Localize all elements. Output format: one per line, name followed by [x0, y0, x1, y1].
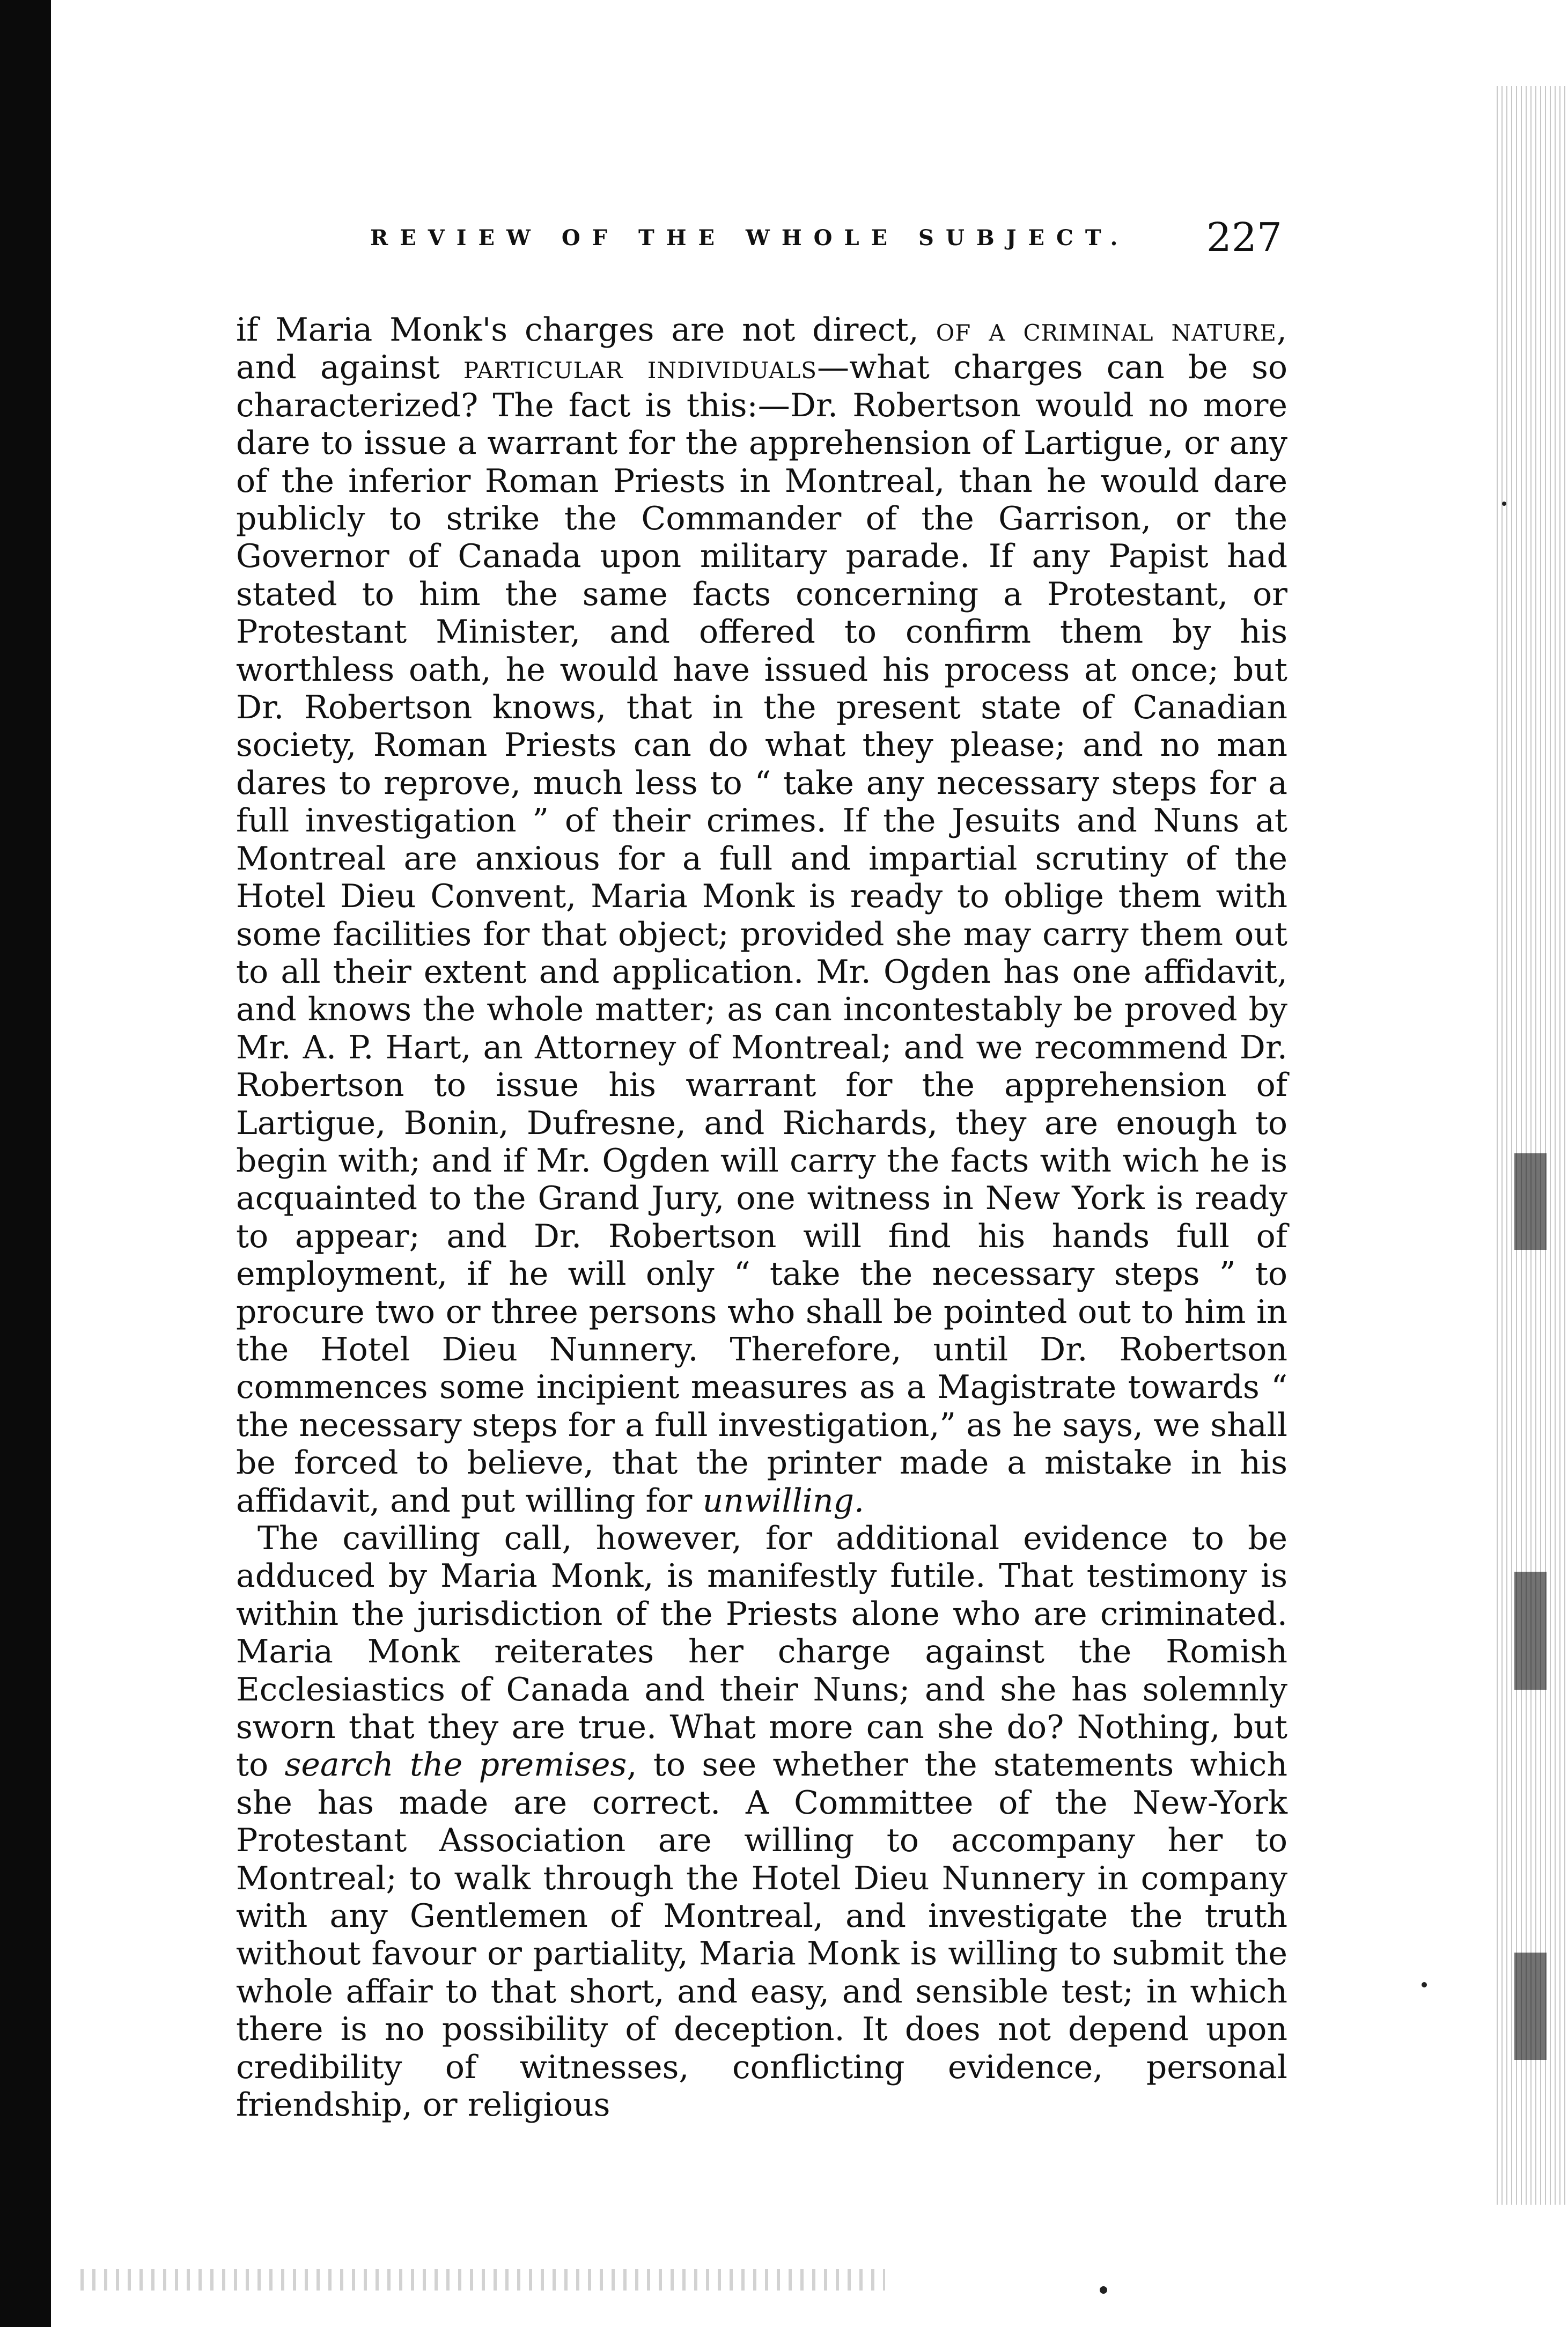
binding-edge [0, 0, 51, 2327]
paragraph-1-text-c: —what charges can be so characterized? The fact is this:—Dr. Robertson would no more dare to issue a warrant for the apprehension of Lartigue, or any of the inferior Roman Priests in Montreal, than he would dare publicly to strike the Commander of the Garrison, or the Governor of Canada upon military parade. If any Papist had stated to him the same facts concerning a Protestant, or Protestant Minister, and offered to confirm them by his worthless oath, he would have issued his process at once; but Dr. Robertson knows, that in the present state of Canadian society, Roman Priests can do what they please; and no man dares to reprove, much less to “ take any necessary steps for a full investigation ” of their crimes. If the Jesuits and Nuns at Montreal are anxious for a full and impartial scrutiny of the Hotel Dieu Convent, Maria Monk is ready to oblige them with some facilities for that object; provided she may carry them out to all their extent and application. Mr. Ogden has one affidavit, and knows the whole matter; as can incontestably be proved by Mr. A. P. Hart, an Attorney of Montreal; and we recommend Dr. Robertson to issue his warrant for the apprehension of Lartigue, Bonin, Dufresne, and Richards, they are enough to begin with; and if Mr. Ogden will carry the facts with wich he is acquainted to the Grand Jury, one witness in New York is ready to appear; and Dr. Robertson will find his hands full of employment, if he will only “ take the necessary steps ” to procure two or three persons who shall be pointed out to him in the Hotel Dieu Nunnery. Therefore, until Dr. Robertson commences some incipient measures as a Magistrate towards “ the necessary steps for a full investigation,” as he says, we shall be forced to believe, that the printer made a mistake in his affidavit, and put willing for [236, 349, 1287, 1520]
binding-gap [51, 0, 61, 2327]
page-edge-artifact [1493, 86, 1568, 2205]
page-edge-dark-band-1 [1514, 1153, 1547, 1250]
paragraph-1-text-b: and against [236, 349, 463, 387]
running-head: REVIEW OF THE WHOLE SUBJECT. [370, 225, 1130, 251]
paragraph-2-text-b: , to see whether the statements which she has made are correct. A Committee of the New-York Protestant Association are willing to accompany her to Montreal; to walk through the Hotel Dieu Nunnery in company with any Gentlemen of Montreal, and investigate the truth without favour or partiality, Maria Monk is willing to submit the whole affair to that short, and easy, and sensible test; in which there is no possibility of deception. It does not depend upon credibility of witnesses, conflicting evidence, personal friendship, or religious [236, 1746, 1287, 2124]
scan-speck-3 [1502, 502, 1506, 506]
scan-speck-1 [1100, 2286, 1107, 2294]
paragraph-2-text-a: The cavilling call, however, for additional evidence to be adduced by Maria Monk, is manifestly futile. That testimony is within the jurisdiction of the Priests alone who are criminated. Maria Monk reiterates her charge against the Romish Ecclesiastics of Canada and their Nuns; and she has solemnly sworn that they are true. What more can she do? Nothing, but to [236, 1520, 1287, 1784]
page-number: 227 [1206, 215, 1282, 261]
body-text [236, 311, 1287, 2124]
page-header [370, 215, 1282, 274]
small-caps-phrase-particular-individuals: particular individuals [463, 349, 818, 387]
paragraph-2 [236, 1520, 1287, 2124]
italic-phrase-search-the-premises: search the premises [284, 1746, 627, 1784]
scan-speck-2 [1422, 1982, 1427, 1987]
paragraph-1 [236, 311, 1287, 1520]
page-edge-dark-band-3 [1514, 1953, 1547, 2060]
page-edge-dark-band-2 [1514, 1572, 1547, 1690]
bottom-scan-marks [80, 2269, 885, 2291]
small-caps-phrase-criminal-nature: of a criminal nature, [936, 311, 1287, 349]
italic-word-unwilling: unwilling. [702, 1482, 865, 1520]
paragraph-1-text-a: if Maria Monk's charges are not direct, [236, 311, 936, 349]
